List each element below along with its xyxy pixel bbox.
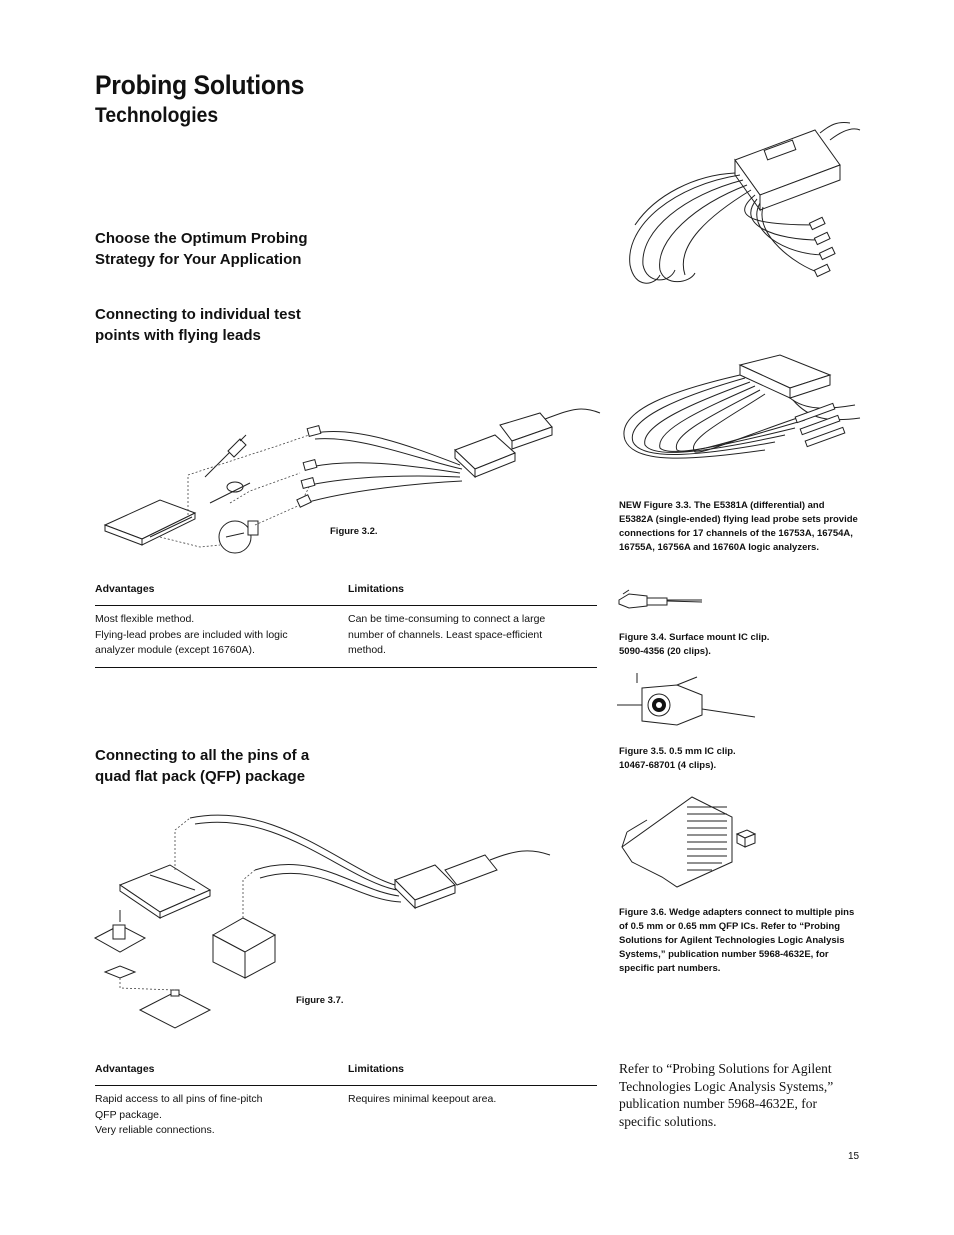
table2-adv-line: Very reliable connections. [95,1124,215,1136]
page-number: 15 [848,1151,860,1162]
wedge-tip-graphic [737,830,755,847]
figure-3-2-caption: Figure 3.2. [330,526,378,537]
table2-adv-line: Rapid access to all pins of fine-pitch [95,1093,263,1105]
probe-pod-graphic [455,409,600,477]
table2-limitations-cell [348,1092,593,1108]
table1-advantages-cell [95,612,335,659]
table1-limitations-header: Limitations [348,583,405,595]
table1-lim-line: Can be time-consuming to connect a large [348,613,546,625]
table2-limitations-header: Limitations [348,1063,405,1075]
table1-adv-line: analyzer module (except 16760A). [95,644,255,656]
figure-3-3-caption: NEW Figure 3.3. The E5381A (differential) and E5382A (single-ended) flying lead probe sets provide connections for 17 channels of the 16753A, 16754A, 16755A, 16756A and 16760A logic analyzers. [619,500,858,553]
table1-limitations-cell [348,612,593,659]
ic-clip-illustration [617,673,757,733]
table1-bottom-rule [95,667,597,668]
figure-3-6-caption: Figure 3.6. Wedge adapters connect to multiple pins of 0.5 mm or 0.65 mm QFP ICs. Refer to “Probing Solutions for Agilent Technologies Logic Analysis Systems,” publication number 5968-4632E, for specific part numbers. [619,907,855,974]
table2-lim-line: Requires minimal keepout area. [348,1093,497,1105]
table2-advantages-header: Advantages [95,1063,155,1075]
grabber-clip-graphic [210,482,250,503]
refer-paragraph: Refer to “Probing Solutions for Agilent Technologies Logic Analysis Systems,” publication number 5968-4632E, for specific solutions. [619,1061,834,1129]
qfp-stacked-probe-graphic [213,918,275,978]
table1-adv-line: Most flexible method. [95,613,195,625]
page-subtitle: Technologies [95,104,219,127]
flying-leads-heading: Connecting to individual test points with flying leads [95,306,301,344]
strategy-heading: Choose the Optimum Probing Strategy for Your Application [95,230,308,268]
flying-lead-probe-set-illustration-a [615,115,865,300]
figure-3-4-caption [619,631,859,659]
probe-set-a-connector-graphic [735,122,860,210]
figure-3-4-line: Figure 3.4. Surface mount IC clip. [619,632,770,643]
hook-clip-graphic [205,435,246,477]
figure-3-7-caption: Figure 3.7. [296,995,344,1006]
qfp-chip-graphic [140,990,210,1028]
qfp-socket-graphic [95,910,145,978]
detail-circle-graphic [219,521,258,553]
qfp-adapter-board-graphic [120,865,210,918]
wedge-adapter-illustration [617,792,767,892]
flying-lead-probe-set-illustration-b [615,350,865,475]
table1-lim-line: method. [348,644,386,656]
ic-chip-graphic [105,500,195,545]
figure-3-5-caption [619,745,859,773]
qfp-heading: Connecting to all the pins of a quad flat pack (QFP) package [95,747,310,785]
table2-advantages-cell [95,1092,335,1139]
table1-adv-line: Flying-lead probes are included with logic [95,628,288,641]
table2-adv-line: QFP package. [95,1108,162,1121]
table1-lim-line: number of channels. Least space-efficient [348,628,543,641]
table2-top-rule [95,1085,597,1086]
page-title: Probing Solutions [95,70,305,100]
figure-3-4-line: 5090-4356 (20 clips). [619,646,711,657]
probe-set-b-connector-graphic [740,355,830,398]
table1-top-rule [95,605,597,606]
surface-mount-clip-illustration [617,590,707,615]
table1-advantages-header: Advantages [95,583,155,595]
figure-3-5-line: Figure 3.5. 0.5 mm IC clip. [619,746,736,757]
figure-3-5-line: 10467-68701 (4 clips). [619,760,717,771]
qfp-pod-graphic [395,851,550,908]
